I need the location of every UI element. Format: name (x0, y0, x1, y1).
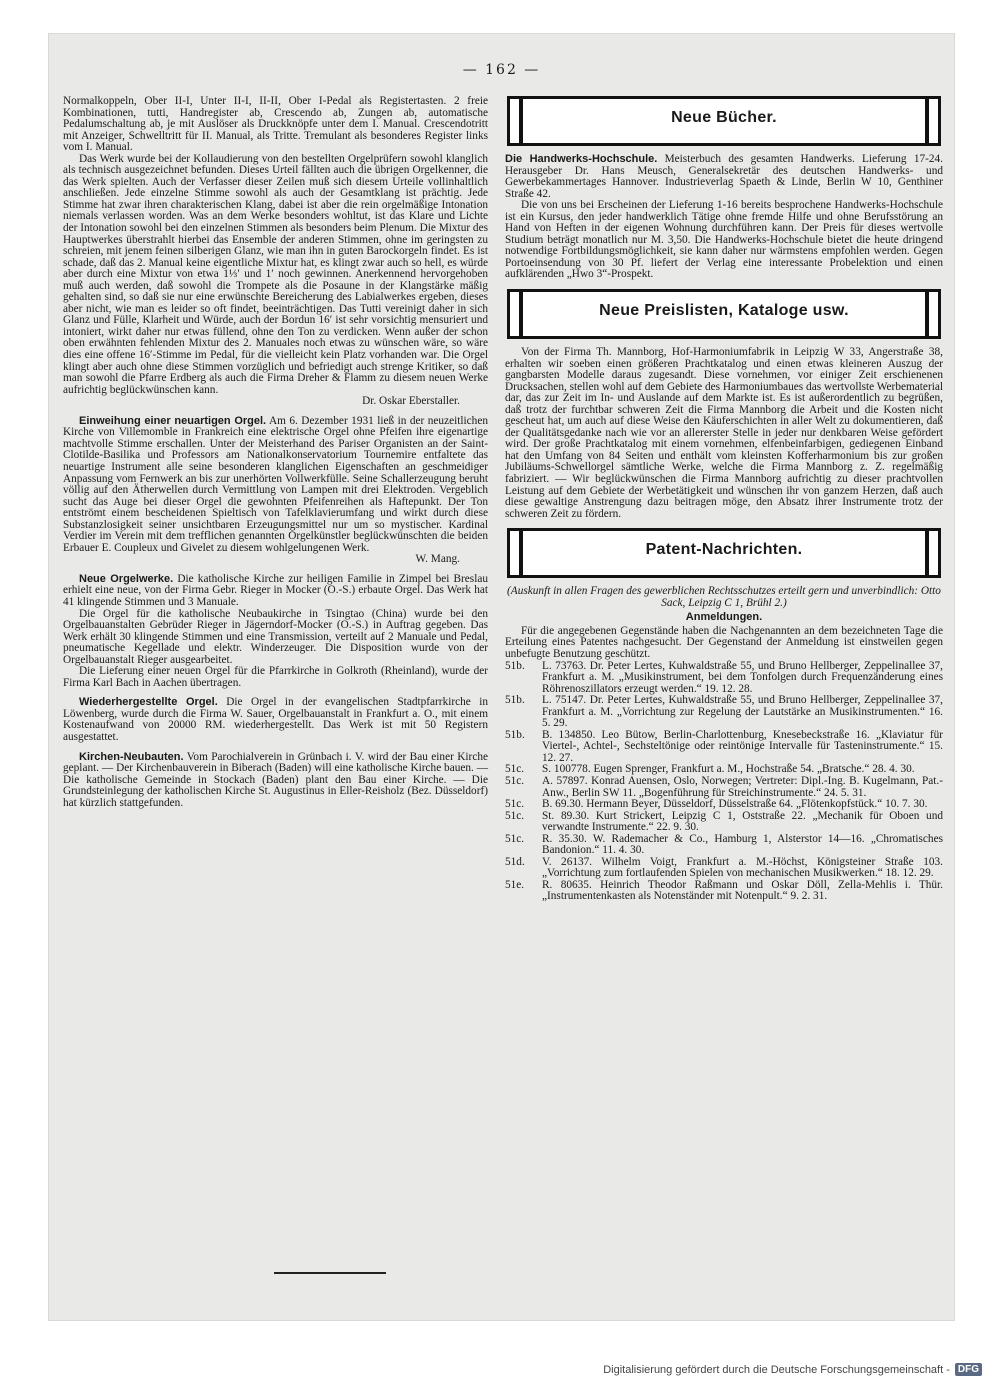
patent-text: B. 134850. Leo Bütow, Berlin-Charlottenburg, Knesebeckstraße 16. „Klaviatur für Viertel-, Achtel-, Sechsteltönige oder reintönige Intervalle für Tasteninstrumente.“ 15. 12. 27. (542, 728, 943, 764)
patent-entry (505, 730, 943, 765)
paragraph-text: Die katholische Kirche zur heiligen Familie in Zimpel bei Breslau erhielt eine neue, von der Firma Gebr. Rieger in Mocker (O.-S.) erbaute Orgel. Das Werk hat 41 klingende Stimmen und 3 Manuale. (63, 572, 488, 608)
right-column (505, 96, 943, 903)
patent-text: L. 75147. Dr. Peter Lertes, Kuhwaldstraße 55, und Bruno Hellberger, Zeppelinallee 37, Frankfurt a. M. „Vorrichtung zur Regelung der Lautstärke an Musikinstrumenten.“ 16. 5. 29. (542, 694, 943, 730)
patent-text: A. 57897. Konrad Auensen, Oslo, Norwegen; Vertreter: Dipl.-Ing. B. Kugelmann, Pat.-Anw., Berlin SW 11. „Bogenführung für Streichinstrumente.“ 24. 5. 31. (542, 774, 943, 799)
paragraph (63, 609, 488, 667)
patent-entry (505, 661, 943, 696)
paragraph (63, 154, 488, 408)
patent-entry (505, 799, 943, 811)
spacer (505, 520, 943, 528)
paragraph-text: Das Werk wurde bei der Kollaudierung von den bestellten Orgelprüfern sowohl klanglich als technisch ausgezeichnet befunden. Dieses Urteil fällten auch die übrigen Orgelkenner, die das Werk spielten. Auch der Verfasser dieser Zeilen muß sich diesem Urteile vollinhaltlich anschließen. Jede einzelne Stimme sowohl als auch der Gesamtklang ist prächtig. Jede Stimme hat zwar ihren charakterischen Klang, dabei ist aber die rein orgelmäßige Intonation niemals verlassen worden. Was an dem Werke besonders wohltut, ist das Klare und Lichte der Intonation sowohl bei den einzelnen Stimmen als besonders beim Plenum. Die Mixtur des Hauptwerkes überstrahlt hierbei das Ensemble der anderen Stimmen, ohne im geringsten zu schreien, mit jenem feinen silberigen Glanz, wie man ihn in guten Barockorgeln findet. Es ist schade, daß das 2. Manual keine eigentliche Mixtur hat, es klingt zwar auch so hell, es würde aber durch eine Mixtur von etwa 1⅓′ und 1′ noch gewinnen. Anerkennend hervorgehoben muß auch werden, daß sowohl die Trompete als die Posaune in der Klangstärke mäßig gehalten sind, so daß sie nur eine erwünschte Bereicherung des Labialwerkes ergeben, dieses aber nicht, wie man es leider so oft findet, beeinträchtigen. Das Tutti vereinigt daher in sich Glanz und Fülle, Klarheit und Würde, auch der Bordun 16′ ist sehr vorsichtig mensuriert und intoniert, wirkt daher nur etwas füllend, ohne den Ton zu verdicken. Wenn außer der schon oben erwähnten fehlenden Mixtur des 2. Manuales noch etwas zu wünschen wäre, so wäre dies eine offene 16′-Stimme im Pedal, für die vielleicht kein Platz vorhanden war. Die Orgel klingt aber auch ohne diese Stimmen vorzüglich und befriedigt auch strenge Kritiker, so daß man sowohl die Pfarre Erdberg als auch die Firma Dreher & Flamm zu diesem neuen Werke aufrichtig beglückwünschen kann. (63, 152, 488, 396)
spacer (505, 281, 943, 289)
paragraph (505, 154, 943, 200)
paragraph-text: Die Orgel für die katholische Neubaukirche in Tsingtao (China) wurde bei den Orgelbauanstalten Gebrüder Rieger in Jägerndorf-Mocker (O.-S.) in Auftrag gegeben. Das Werk erhält 30 klingende Stimmen und eine Transmission, verteilt auf 2 Manuale und Pedal, pneumatische Kegellade und elektr. Winderzeuger. Die Disposition wurde von der Orgelbauanstalt Rieger ausgearbeitet. (63, 607, 488, 666)
paragraph-text: Am 6. Dezember 1931 ließ in der neuzeitlichen Kirche von Villemomble in Frankreich eine elektrische Orgel ohne Pfeifen ihre eigenartige machtvolle Stimme erschallen. Unter der Meisterhand des Pariser Organisten an der Saint-Clotilde-Basilika und Professors am Nationalkonservatorium Tournemire entfaltete das neuartige Instrument alle seine besonderen klanglichen Eigenschaften an geschmeidiger Anpassung vom Fernwerk an bis zur unerhörten Vollwerkfülle. Seine Schallerzeugung beruht völlig auf den Ätherwellen durch Vermittlung von Lampen mit drei Elektroden. Vergeblich sucht das Auge bei dieser Orgel die gewohnten Pfeifenreihen als Haftepunkt. Der Ton entströmt einem bescheidenen Spieltisch von Tafelklavierumfang und wirkt durch diese Substanzlosigkeit seiner unsichtbaren Erzeugungsmittel nur um so mystischer. Kardinal Verdier im Verein mit dem trefflichen genannten Orgelkünstler beglückwünschten die beiden Erbauer E. Coupleux und Givelet zu diesem wohlgelungenen Werk. (63, 414, 488, 554)
section-header-box (507, 528, 941, 578)
patent-text: R. 35.30. W. Rademacher & Co., Hamburg 1, Alsterstor 14—16. „Chromatisches Bandonion.“ 11. 4. 30. (542, 832, 943, 857)
paragraph (63, 666, 488, 689)
paragraph (63, 752, 488, 810)
page-number: — 162 — (462, 62, 541, 78)
section-header-title: Neue Preislisten, Kataloge usw. (599, 302, 849, 320)
paragraph (505, 347, 943, 520)
left-column (63, 96, 488, 809)
patent-entry (505, 880, 943, 903)
section-heading: Die Handwerks-Hochschule. (505, 153, 658, 165)
paragraph (63, 574, 488, 609)
section-header-box (507, 289, 941, 339)
dfg-logo[interactable]: DFG (955, 1363, 982, 1376)
paragraph (505, 626, 943, 661)
scanned-page (49, 34, 954, 1320)
patent-class: 51c. (505, 774, 525, 787)
section-heading: Neue Orgelwerke. (79, 572, 174, 585)
patent-class: 51c. (505, 832, 525, 845)
paragraph-text: Von der Firma Th. Mannborg, Hof-Harmoniumfabrik in Leipzig W 33, Angerstraße 38, erhalten wir soeben einen größeren Prachtkatalog und einen etwas kleineren Auszug der gangbarsten Modelle daraus zugesandt. Diese vornehmen, vor einiger Zeit erschienenen Drucksachen, stellen wohl auf dem Gebiete des Harmoniumbaues das wertvollste Werbematerial dar, das zur Zeit im In- und Auslande auf dem Markte ist. Es ist außerordentlich zu begrüßen, daß trotz der furchtbar schweren Zeit die Firma Mannborg die Arbeit und die Kosten nicht gescheut hat, um auch auf diese Weise den Käuferschichten in aller Welt zu dokumentieren, daß der Qualitätsgedanke nach wie vor an allererster Stelle in jeder nur denkbaren Weise gefördert wird. Der große Prachtkatalog mit einem vornehmen, elfenbeinfarbigen, gediegenen Einband hat den Umfang von 84 Seiten und enthält vom kleinsten Kofferharmonium bis zur großen Jubiläums-Schwellorgel sämtliche Werke, welche die Firma Mannborg z. Z. regelmäßig fabriziert. — Wir beglückwünschen die Firma Mannborg aufrichtig zu dieser prachtvollen Leistung auf dem Gebiete der Werbetätigkeit und wünschen ihr von ganzem Herzen, daß auch diese gewaltige Anstrengung dazu beitragen möge, den Absatz ihrer Instrumente trotz der schweren Zeit zu fördern. (505, 346, 943, 520)
paragraph-text: Die von uns bei Erscheinen der Lieferung 1-16 bereits besprochene Handwerks-Hochschule ist ein Kursus, den jeder handwerklich Tätige ohne fremde Hilfe und ohne Berufsstörung an Hand von Heften in der eigenen Wohnung durchführen kann. Der Preis für dieses wertvolle Studium beträgt monatlich nur M. 3,50. Die Handwerks-Hochschule bietet die heute dringend notwendige Fortbildungsmöglichkeit, sie kann daher nur wärmstens empfohlen werden. Gegen Portoeinsendung von 30 Pf. liefert der Verlag eine interessante Probelektion und einen aufklärenden „Hwo 3“-Prospekt. (505, 199, 943, 281)
patent-class: 51b. (505, 728, 525, 741)
paragraph-text: Die Orgel in der evangelischen Stadtpfarrkirche in Löwenberg, wurde durch die Firma W. Sauer, Orgelbauanstalt in Frankfurt a. O., mit einem Kostenaufwand von 20000 RM. wiederhergestellt. Das Werk ist mit 50 Registern ausgestattet. (63, 696, 489, 743)
paragraph (505, 200, 943, 281)
paragraph (63, 96, 488, 154)
patent-entry (505, 834, 943, 857)
patent-class: 51c. (505, 809, 525, 822)
patent-class: 51c. (505, 798, 525, 811)
section-heading: Einweihung einer neuartigen Orgel. (79, 414, 267, 427)
patent-class: 51b. (505, 659, 525, 672)
paragraph (63, 697, 488, 743)
section-heading: Wiederhergestellte Orgel. (79, 696, 218, 709)
patent-entry (505, 811, 943, 834)
patent-text: St. 89.30. Kurt Strickert, Leipzig C 1, Oststraße 22. „Mechanik für Oboen und verwandte Instrumente.“ 22. 9. 30. (542, 809, 943, 834)
patent-text: B. 69.30. Hermann Beyer, Düsseldorf, Düsselstraße 64. „Flötenkopfstück.“ 10. 7. 30. (542, 798, 928, 811)
patent-text: R. 80635. Heinrich Theodor Raßmann und Oskar Döll, Zella-Mehlis i. Thür. „Instrumentenkasten als Notenständer mit Notenpult.“ 9. 2. 31. (542, 878, 943, 903)
footer-text: Digitalisierung gefördert durch die Deutsche Forschungsgemeinschaft - (603, 1363, 950, 1376)
patent-class: 51e. (505, 878, 525, 891)
paragraph-text: Normalkoppeln, Ober II-I, Unter II-I, II-II, Ober I-Pedal als Registertasten. 2 freie Kombinationen, tutti, Handregister ab, Crescendo ab, Zungen ab, automatische Pedalumschaltung ab, je mit Auslöser als Druckknöpfe unter dem I. Manual. Crescendotritt mit Anzeiger, Schwelltritt für II. Manual, als Tritte. Tremulant als besonderes Register links vom I. Manual. (63, 95, 488, 154)
patent-entry (505, 776, 943, 799)
patent-text: V. 26137. Wilhelm Voigt, Frankfurt a. M.-Höchst, Königsteiner Straße 103. „Vorrichtung zum fortlaufenden Spielen von mechanischen Musikwerken.“ 18. 12. 29. (542, 855, 943, 880)
info-note: (Auskunft in allen Fragen des gewerblichen Rechtsschutzes erteilt gern und unverbindlich: Otto Sack, Leipzig C 1, Brühl 2.) (507, 585, 941, 609)
section-header-title: Neue Bücher. (671, 109, 777, 126)
paragraph-text: Die Lieferung einer neuen Orgel für die Pfarrkirche in Golkroth (Rheinland), wurde der Firma Karl Bach in Aachen übertragen. (63, 665, 488, 689)
patent-class: 51d. (505, 855, 525, 868)
paragraph (63, 416, 488, 566)
footer (603, 1363, 982, 1376)
patent-entry (505, 857, 943, 880)
patent-text: L. 73763. Dr. Peter Lertes, Kuhwaldstraße 55, und Bruno Hellberger, Zeppelinallee 37, Frankfurt a. M. „Musikinstrument, bei dem Tonfolgen durch Frequenzänderung eines Röhrenoszillators erzeugt werden.“ 19. 12. 28. (542, 659, 943, 695)
subheading: Anmeldungen. (685, 611, 763, 624)
section-heading: Kirchen-Neubauten. (79, 750, 184, 763)
end-rule (274, 1272, 386, 1274)
patent-class: 51c. (505, 763, 525, 776)
paragraph-text: Meisterbuch des gesamten Handwerks. Lieferung 17-24. Herausgeber Dr. Hans Meusch, Generalsekretär des deutschen Handwerks- und Gewerbekammertages Hannover. Industrieverlag Spaeth & Linde, Berlin W 10, Genthiner Straße 42. (505, 153, 943, 200)
paragraph-text: Für die angegebenen Gegenstände haben die Nachgenannten an dem bezeichneten Tage die Erteilung eines Patentes nachgesucht. Der Gegenstand der Anmeldung ist einstweilen gegen unbefugte Benutzung geschützt. (505, 624, 943, 660)
patent-class: 51b. (505, 694, 525, 707)
patent-text: S. 100778. Eugen Sprenger, Frankfurt a. M., Hochstraße 54. „Bratsche.“ 28. 4. 30. (542, 763, 915, 776)
signature: Dr. Oskar Eberstaller. (362, 395, 460, 408)
section-header-box (507, 96, 941, 146)
patent-entry (505, 695, 943, 730)
section-header-title: Patent-Nachrichten. (645, 541, 803, 559)
signature: W. Mang. (415, 553, 460, 566)
paragraph-text: Vom Parochialverein in Grünbach i. V. wird der Bau einer Kirche geplant. — Der Kirchenbauverein in Biberach (Baden) will eine katholische Kirche bauen. — Die katholische Gemeinde in Stockach (Baden) plant den Bau einer Kirche. — Die Grundsteinlegung der katholischen Kirche St. Augustinus in Eller-Reisholz (Bez. Düsseldorf) hat kürzlich stattgefunden. (63, 750, 488, 809)
